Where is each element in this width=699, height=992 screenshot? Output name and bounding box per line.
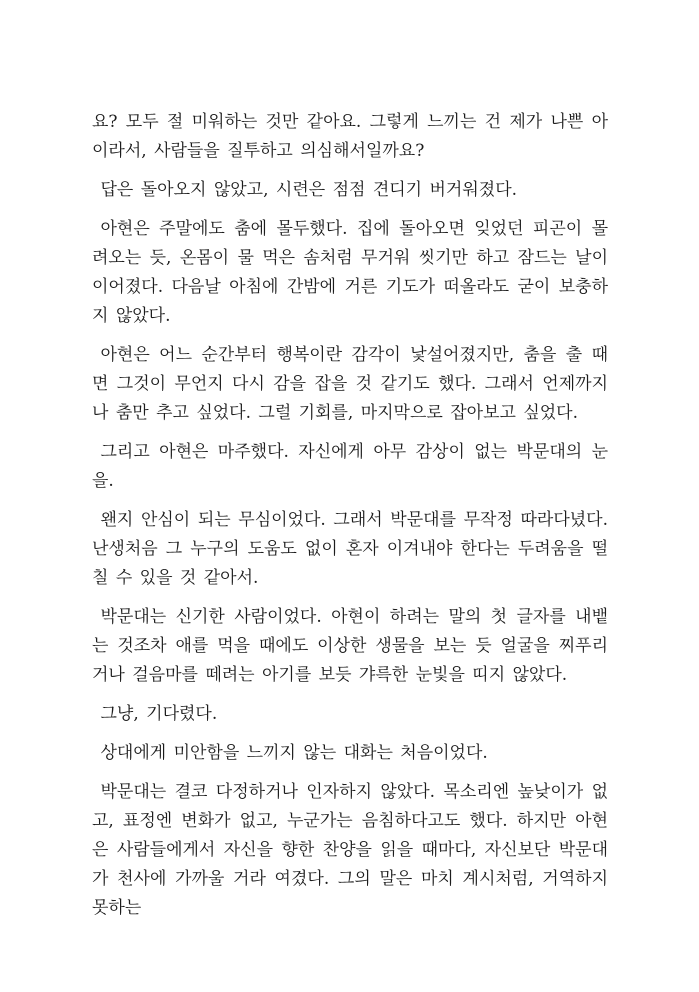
paragraph: 그냥, 기다렸다. [100,704,218,724]
paragraph: 아현은 어느 순간부터 행복이란 감각이 낯설어졌지만, 춤을 출 때면 그것이 무언지 다시 감을 잡을 것 같기도 했다. 그래서 언제까지나 춤만 추고 싶었다. 그럴 기회를, 마지막으로 잡아보고 싶었다. [92,345,608,423]
paragraph: 박문대는 결코 다정하거나 인자하지 않았다. 목소리엔 높낮이가 없고, 표정엔 변화가 없고, 누군가는 음침하다고도 했다. 하지만 아현은 사람들에게서 자신을 향한 찬양을 읽을 때마다, 자신보단 박문대가 천사에 가까울 거라 여겼다. 그의 말은 마치 계시처럼, 거역하지 못하는 [92,782,608,918]
paragraph: 왠지 안심이 되는 무심이었다. 그래서 박문대를 무작정 따라다녔다. 난생처음 그 누구의 도움도 없이 혼자 이겨내야 한다는 두려움을 떨칠 수 있을 것 같아서. [92,510,608,588]
paragraph: 그리고 아현은 마주했다. 자신에게 아무 감상이 없는 박문대의 눈을. [92,442,608,491]
paragraph: 요? 모두 절 미워하는 것만 같아요. 그렇게 느끼는 건 제가 나쁜 아이라서, 사람들을 질투하고 의심해서일까요? [92,112,608,161]
paragraph: 아현은 주말에도 춤에 몰두했다. 집에 돌아오면 잊었던 피곤이 몰려오는 듯, 온몸이 물 먹은 솜처럼 무거워 씻기만 하고 잠드는 날이 이어졌다. 다음날 아침에 간밤에 거른 기도가 떠올라도 굳이 보충하지 않았다. [92,219,608,326]
paragraph: 답은 돌아오지 않았고, 시련은 점점 견디기 버거워졌다. [100,180,518,200]
paragraph: 박문대는 신기한 사람이었다. 아현이 하려는 말의 첫 글자를 내뱉는 것조차 애를 먹을 때에도 이상한 생물을 보는 듯 얼굴을 찌푸리거나 걸음마를 떼려는 아기를 보듯 갸륵한 눈빛을 띠지 않았다. [92,607,608,685]
paragraph: 상대에게 미안함을 느끼지 않는 대화는 처음이었다. [100,743,488,763]
document-body [92,108,608,923]
